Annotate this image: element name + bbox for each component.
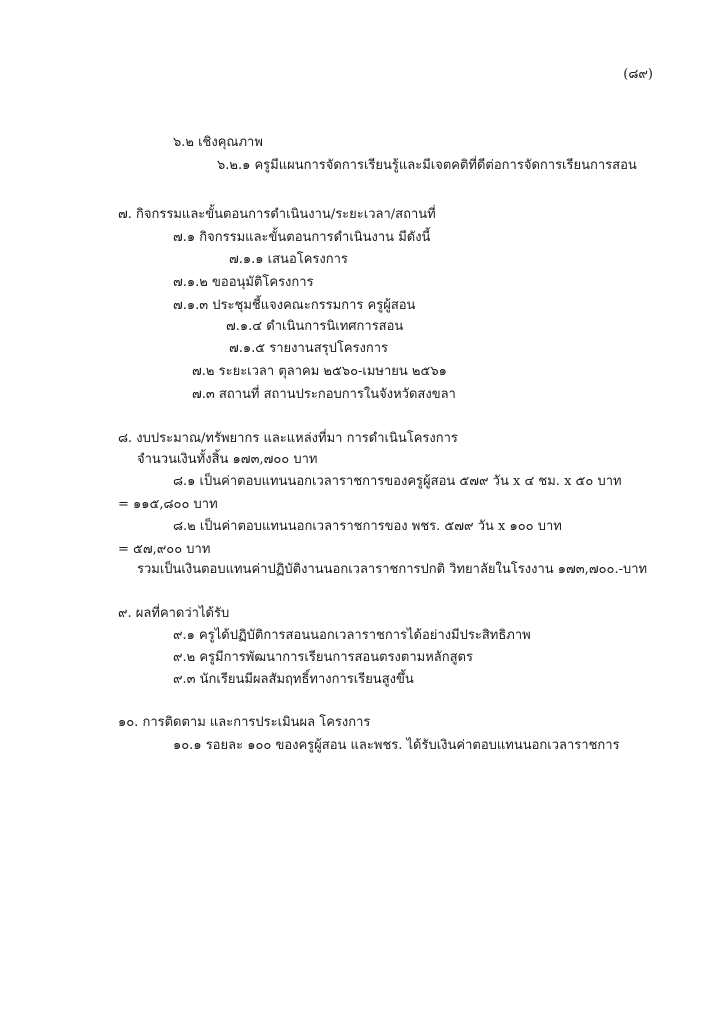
section-9-3-text: ๙.๓ นักเรียนมีผลสัมฤทธิ์ทางการเรียนสูงขึ้น xyxy=(173,672,414,687)
section-9-heading: ๙. ผลที่คาดว่าได้รับ xyxy=(118,606,230,621)
section-7-2-text: ๗.๒ ระยะเวลา ตุลาคม ๒๕๖๐-เมษายน ๒๕๖๑ xyxy=(192,364,447,379)
page-number: (๘๙) xyxy=(623,67,653,82)
section-7-1-5-text: ๗.๑.๕ รายงานสรุปโครงการ xyxy=(229,341,389,356)
section-8-heading: ๘. งบประมาณ/ทรัพยากร และแหล่งที่มา การดำเนินโครงการ xyxy=(118,431,458,446)
section-7-1-4-text: ๗.๑.๔ ดำเนินการนิเทศการสอน xyxy=(226,319,404,334)
section-8-1-text: ๘.๑ เป็นค่าตอบแทนนอกเวลาราชการของครูผู้สอน ๕๗๙ วัน x ๔ ชม. x ๕๐ บาท xyxy=(173,474,622,489)
section-8-summary-text: รวมเป็นเงินตอบแทนค่าปฏิบัติงานนอกเวลาราชการปกติ วิทยาลัยในโรงงาน ๑๗๓,๗๐๐.-บาท xyxy=(137,562,648,577)
section-7-1-3-text: ๗.๑.๓ ประชุมชี้แจงคณะกรรมการ ครูผู้สอน xyxy=(173,298,416,313)
section-7-3-text: ๗.๓ สถานที่ สถานประกอบการในจังหวัดสงขลา xyxy=(192,387,456,402)
section-7-1-2-text: ๗.๑.๒ ขออนุมัติโครงการ xyxy=(173,275,314,290)
section-8-1-result: = ๑๑๕,๘๐๐ บาท xyxy=(118,497,218,512)
section-9-1-text: ๙.๑ ครูได้ปฏิบัติการสอนนอกเวลาราชการได้อย่างมีประสิทธิภาพ xyxy=(173,628,531,643)
section-6-2-heading: ๖.๒ เชิงคุณภาพ xyxy=(173,135,263,150)
section-10-1-text: ๑๐.๑ รอยละ ๑๐๐ ของครูผู้สอน และพชร. ได้รับเงินค่าตอบแทนนอกเวลาราชการ xyxy=(173,738,620,753)
section-6-2-1-text: ๖.๒.๑ ครูมีแผนการจัดการเรียนรู้และมีเจตคติที่ดีต่อการจัดการเรียนการสอน xyxy=(217,158,637,173)
section-7-1-1-text: ๗.๑.๑ เสนอโครงการ xyxy=(229,252,348,267)
section-8-2-result: = ๕๗,๙๐๐ บาท xyxy=(118,542,211,557)
section-7-heading: ๗. กิจกรรมและขั้นตอนการดำเนินงาน/ระยะเวลา/สถานที่ xyxy=(118,207,436,222)
section-9-2-text: ๙.๒ ครูมีการพัฒนาการเรียนการสอนตรงตามหลักสูตร xyxy=(173,650,473,665)
section-8-2-text: ๘.๒ เป็นค่าตอบแทนนอกเวลาราชการของ พชร. ๕๗๙ วัน x ๑๐๐ บาท xyxy=(173,519,562,534)
section-8-total-text: จำนวนเงินทั้งสิ้น ๑๗๓,๗๐๐ บาท xyxy=(137,452,318,467)
section-10-heading: ๑๐. การติดตาม และการประเมินผล โครงการ xyxy=(118,715,371,730)
section-7-1-text: ๗.๑ กิจกรรมและขั้นตอนการดำเนินงาน มีดังนี้ xyxy=(173,230,431,245)
